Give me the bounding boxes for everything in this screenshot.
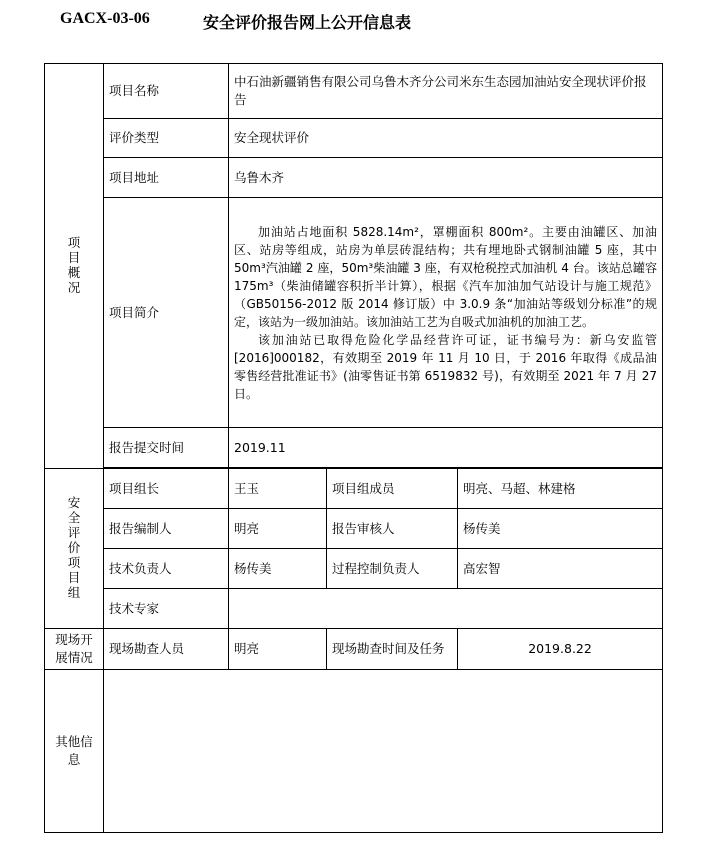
reviewer-label: 报告审核人 — [327, 509, 458, 549]
submit-time-value: 2019.11 — [229, 428, 663, 468]
expert-label: 技术专家 — [104, 589, 229, 629]
form-title: 安全评价报告网上公开信息表 — [203, 13, 412, 32]
author-value: 明亮 — [229, 509, 327, 549]
intro-value — [229, 198, 663, 428]
project-name-value: 中石油新疆销售有限公司乌鲁木齐分公司米东生态园加油站安全现状评价报告 — [229, 64, 663, 119]
leader-label: 项目组长 — [104, 469, 229, 509]
process-ctrl-label: 过程控制负责人 — [327, 549, 458, 589]
eval-type-label: 评价类型 — [104, 119, 229, 158]
submit-time-label: 报告提交时间 — [104, 428, 229, 468]
info-table — [44, 63, 663, 833]
intro-paragraph-2: 该加油站已取得危险化学品经营许可证，证书编号为：新乌安监管[2016]000182，有效期至 2019 年 11 月 10 日，于 2016 年取得《成品油零售经营批准证书》(油零售证书第 6519832 号)，有效期至 2021 年 7 月 27 日。 — [234, 332, 658, 401]
members-label: 项目组成员 — [327, 469, 458, 509]
row-tech-lead — [45, 549, 663, 589]
inspector-value: 明亮 — [229, 629, 327, 670]
site-section-label: 现场开展情况 — [45, 629, 104, 670]
row-submit-time — [45, 428, 663, 468]
leader-value: 王玉 — [229, 469, 327, 509]
row-project-name — [45, 64, 663, 119]
intro-paragraph-1: 加油站占地面积 5828.14m²，罩棚面积 800m²。主要由油罐区、加油区、站房等组成，站房为单层砖混结构；共有埋地卧式钢制油罐 5 座，其中 50m³汽油罐 2 座，50m³柴油罐 3 座，有双枪税控式加油机 4 台。该站总罐容 175m³（柴油储罐容积折半计算），根据《汽车加油加气站设计与施工规范》（GB50156-2012 版 2014 修订版）中 3.0.9 条“加油站等级划分标准”的规定，该站为一级加油站。该加油站工艺为自吸式加油机的加油工艺。 — [234, 224, 658, 329]
form-code: GACX-03-06 — [60, 10, 150, 27]
inspector-label: 现场勘查人员 — [104, 629, 229, 670]
row-address — [45, 158, 663, 198]
survey-time-value: 2019.8.22 — [458, 629, 663, 670]
row-eval-type — [45, 119, 663, 158]
project-name-label: 项目名称 — [104, 64, 229, 119]
tech-lead-value: 杨传美 — [229, 549, 327, 589]
row-site — [45, 629, 663, 670]
survey-time-label: 现场勘查时间及任务 — [327, 629, 458, 670]
eval-type-value: 安全现状评价 — [229, 119, 663, 158]
row-expert — [45, 589, 663, 629]
members-value: 明亮、马超、林建格 — [458, 469, 663, 509]
other-value — [104, 670, 663, 833]
reviewer-value: 杨传美 — [458, 509, 663, 549]
address-value: 乌鲁木齐 — [229, 158, 663, 198]
overview-section-label: 项目概况 — [45, 64, 104, 469]
tech-lead-label: 技术负责人 — [104, 549, 229, 589]
other-section-label: 其他信息 — [45, 670, 104, 833]
expert-value — [229, 589, 663, 629]
row-intro — [45, 198, 663, 428]
process-ctrl-value: 高宏智 — [458, 549, 663, 589]
row-other — [45, 670, 663, 833]
row-team-leader — [45, 469, 663, 509]
address-label: 项目地址 — [104, 158, 229, 198]
author-label: 报告编制人 — [104, 509, 229, 549]
row-author — [45, 509, 663, 549]
intro-label: 项目简介 — [104, 198, 229, 428]
team-section-label: 安全评价项目组 — [45, 469, 104, 629]
